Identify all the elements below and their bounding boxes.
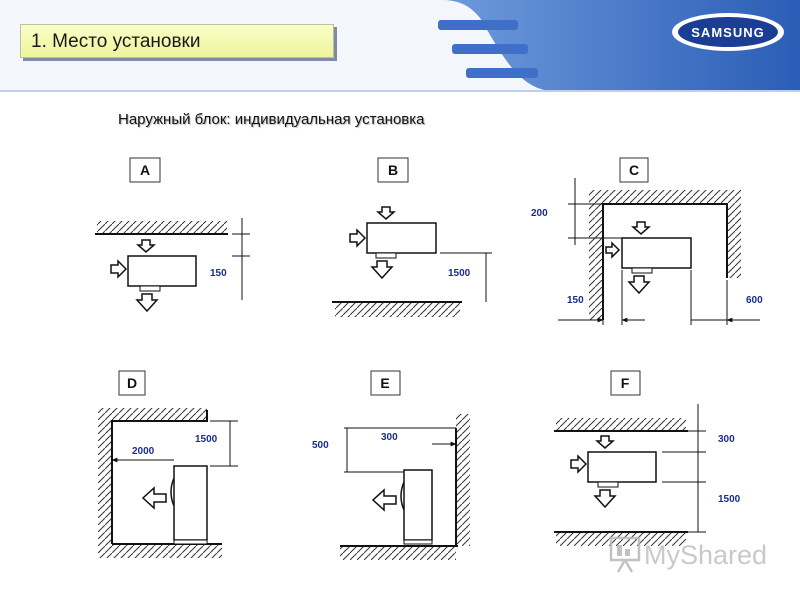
ceiling-hatch <box>97 221 227 234</box>
airflow-left-arrow-icon <box>373 490 396 510</box>
dimension-label: 1500 <box>195 434 218 445</box>
airflow-down-arrow-icon <box>595 490 615 507</box>
panel-f-label: F <box>620 375 630 391</box>
dimension-label: 1500 <box>448 268 471 279</box>
dimension-label: 300 <box>381 432 398 443</box>
dimension-label: 200 <box>531 208 548 219</box>
airflow-down-arrow-icon <box>597 436 613 448</box>
slide-title: 1. Место установки <box>31 31 201 52</box>
panel-e <box>312 371 470 560</box>
airflow-right-arrow-icon <box>350 230 365 246</box>
outdoor-unit <box>588 452 656 482</box>
unit-stand <box>174 540 207 544</box>
panel-f <box>554 371 741 546</box>
dimension-label: 600 <box>746 295 763 306</box>
dimension-label: 500 <box>312 440 329 451</box>
watermark-text: MyShared <box>644 540 768 570</box>
airflow-right-arrow-icon <box>111 261 126 277</box>
wall-hatch <box>727 190 741 278</box>
panel-b <box>332 158 492 317</box>
fan-outlet <box>376 253 396 258</box>
airflow-down-arrow-icon <box>137 294 157 311</box>
fan-outlet <box>632 268 652 273</box>
panel-a <box>95 158 250 311</box>
floor-hatch <box>112 544 222 558</box>
ceiling-hatch <box>112 408 207 421</box>
fan-outlet <box>598 482 618 487</box>
dimension-label: 150 <box>210 268 227 279</box>
wall-hatch <box>603 190 727 204</box>
page-subtitle: Наружный блок: индивидуальная установка <box>118 111 425 128</box>
floor-hatch <box>340 547 456 560</box>
airflow-down-arrow-icon <box>138 240 154 252</box>
outdoor-unit <box>128 256 196 286</box>
fan-outlet <box>140 286 160 291</box>
unit-stand <box>404 540 432 544</box>
dimension-label: 1500 <box>718 494 741 505</box>
outdoor-unit <box>367 223 436 253</box>
samsung-logo-text: SAMSUNG <box>691 25 765 40</box>
airflow-right-arrow-icon <box>571 456 586 472</box>
airflow-down-arrow-icon <box>633 222 649 234</box>
outdoor-unit <box>174 466 207 540</box>
airflow-left-arrow-icon <box>143 488 166 508</box>
airflow-down-arrow-icon <box>629 276 649 293</box>
airflow-right-arrow-icon <box>606 243 619 257</box>
panel-d-label: D <box>126 375 138 391</box>
dimension-label: 300 <box>718 434 735 445</box>
panel-a-label: A <box>139 162 151 178</box>
panel-d <box>98 371 238 558</box>
dimension-label: 2000 <box>132 446 155 457</box>
wall-hatch <box>589 190 603 320</box>
outdoor-unit <box>404 470 432 540</box>
ceiling-hatch <box>556 418 686 431</box>
airflow-down-arrow-icon <box>378 207 394 219</box>
outdoor-unit <box>622 238 691 268</box>
panel-b-label: B <box>387 162 399 178</box>
wall-hatch <box>98 408 112 558</box>
panel-c <box>531 158 763 325</box>
dimension-label: 150 <box>567 295 584 306</box>
panel-e-label: E <box>380 375 390 391</box>
panel-c-label: C <box>628 162 640 178</box>
floor-hatch <box>335 303 460 317</box>
airflow-down-arrow-icon <box>372 261 392 278</box>
wall-hatch <box>456 414 470 546</box>
